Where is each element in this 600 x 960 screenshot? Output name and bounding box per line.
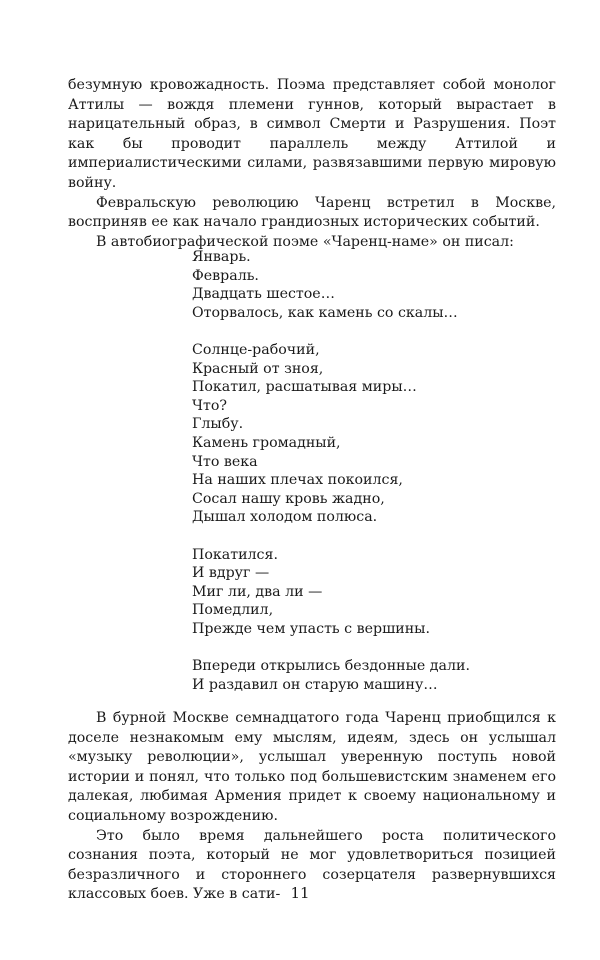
verse-line: Дышал холодом полюса. xyxy=(192,509,378,526)
verse-line: Солнце-рабочий, xyxy=(192,341,320,358)
verse-line: И раздавил он старую машину… xyxy=(192,676,438,693)
verse-line: Покатил, расшатывая миры… xyxy=(192,379,417,396)
verse-line: Глыбу. xyxy=(192,416,244,433)
poem-stanza xyxy=(192,248,532,322)
verse-line: Двадцать шестое… xyxy=(192,286,335,303)
prose-top xyxy=(68,76,556,252)
verse-line: Прежде чем упасть с вершины. xyxy=(192,620,430,637)
verse-line: И вдруг — xyxy=(192,565,270,582)
poem-stanza xyxy=(192,546,532,639)
poem-excerpt xyxy=(192,248,532,713)
paragraph: безумную кровожадность. Поэма представляет собой монолог Аттилы — вождя племени гуннов, который вырастает в нарицательный образ, в символ Смерти и Разрушения. Поэт как бы проводит параллель между Аттилой и империалистическими силами, развязавшими первую мировую войну. xyxy=(68,77,556,191)
verse-line: Что? xyxy=(192,397,227,414)
verse-line: Оторвалось, как камень со скалы… xyxy=(192,304,458,321)
verse-line: Январь. xyxy=(192,249,251,265)
verse-line: На наших плечах покоился, xyxy=(192,472,403,489)
verse-line: Камень громадный, xyxy=(192,434,341,451)
verse-line: Покатился. xyxy=(192,546,278,563)
paragraph: Это было время дальнейшего роста политического сознания поэта, который не мог удовлетвориться позицией безразличного и стороннего созерцателя развернувшихся классовых боев. Уже в сати- xyxy=(68,827,556,903)
verse-line: Сосал нашу кровь жадно, xyxy=(192,490,385,507)
verse-line: Февраль. xyxy=(192,267,259,284)
poem-stanza xyxy=(192,341,532,527)
paragraph: Февральскую революцию Чаренц встретил в Москве, восприняв ее как начало грандиозных исторических событий. xyxy=(68,194,556,231)
verse-line: Красный от зноя, xyxy=(192,360,324,377)
paragraph: В бурной Москве семнадцатого года Чаренц приобщился к доселе незнакомым ему мыслям, идеям, здесь он услышал «музыку революции», услышал уверенную поступь новой истории и понял, что только под большевистским знаменем его далекая, любимая Армения придет к своему национальному и социальному возрождению. xyxy=(68,710,556,824)
page-number: 11 xyxy=(290,884,310,902)
verse-line: Что века xyxy=(192,453,258,470)
poem-stanza xyxy=(192,657,532,694)
paragraph: В автобиографической поэме «Чаренц-наме» он писал: xyxy=(96,233,514,250)
verse-line: Миг ли, два ли — xyxy=(192,583,323,600)
verse-line: Помедлил, xyxy=(192,602,274,619)
verse-line: Впереди открылись бездонные дали. xyxy=(192,658,470,675)
prose-bottom xyxy=(68,709,556,905)
